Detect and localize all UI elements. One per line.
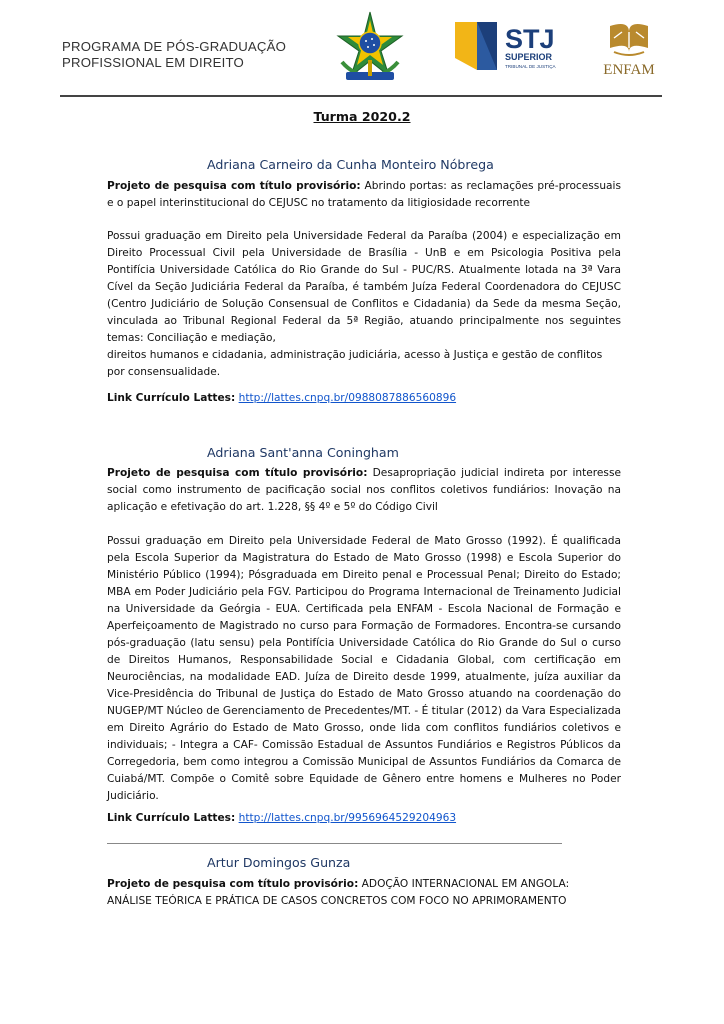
person-3-project-title: ADOÇÃO INTERNACIONAL EM ANGOLA: ANÁLISE TEÓRICA E PRÁTICA DE CASOS CONCRETOS COM FOCO NO APRIMORAMENTO (107, 878, 570, 907)
person-1-project-label: Projeto de pesquisa com título provisório: (107, 180, 361, 192)
person-1-lattes-label: Link Currículo Lattes: (107, 392, 236, 404)
enfam-logo-text: ENFAM (603, 62, 655, 78)
turma-title: Turma 2020.2 (313, 109, 411, 124)
person-2-name: Adriana Sant'anna Coningham (207, 445, 399, 460)
person-1-project-title: Abrindo portas: as reclamações pré-processuais e o papel interinstitucional do CEJUSC no tratamento da litigiosidade recorrente (107, 180, 621, 209)
person-2-project (107, 465, 621, 516)
section-divider (107, 843, 562, 844)
person-1-lattes (107, 390, 621, 407)
person-3-project-label: Projeto de pesquisa com título provisório: (107, 878, 359, 890)
enfam-logo (600, 18, 658, 78)
person-1-bio-cont: direitos humanos e cidadania, administração judiciária, acesso à Justiça e gestão de conflitos por consensualidade. (107, 349, 603, 378)
person-2-project-label: Projeto de pesquisa com título provisório: (107, 467, 368, 479)
person-2-project-title: Desapropriação judicial indireta por interesse social como instrumento de pacificação social nos conflitos coletivos fundiários: Inovação na aplicação e efetivação do art. 1.228, §§ 4º e 5º do Código Civil (107, 467, 621, 513)
header-divider (60, 95, 662, 97)
stj-logo-sub1: SUPERIOR (505, 52, 553, 62)
stj-logo-sub2: TRIBUNAL DE JUSTIÇA (505, 64, 556, 69)
program-title (62, 39, 286, 71)
person-1-project (107, 178, 621, 212)
brazil-coat-of-arms-icon (332, 10, 408, 86)
person-3-name: Artur Domingos Gunza (207, 855, 351, 870)
person-3-project (107, 876, 577, 910)
program-title-line1: PROGRAMA DE PÓS-GRADUAÇÃO (62, 39, 287, 54)
person-2-bio: Possui graduação em Direito pela Universidade Federal de Mato Grosso (1992). É qualificada pela Escola Superior da Magistratura do Estado de Mato Grosso (1998) e Escola Superior do Ministério Público (1994); Pósgraduada em Direito penal e Processual Penal; Direito do Estado; MBA em Poder Judiciário pela FGV. Participou do Programa Internacional de Treinamento Judicial na Universidade da Geórgia - EUA. Certificada pela ENFAM - Escola Nacional de Formação e Aperfeiçoamento de Magistrado no curso para Formação de Formadores. Encontra-se cursando pós-graduação (latu sensu) pela Pontifícia Universidade Católica do Rio Grande do Sul o curso de Direitos Humanos, Responsabilidade Social e Cidadania Global, com certificação em Neurociências, na modalidade EAD. Juíza de Direito desde 1999, atualmente, juíza auxiliar da Vice-Presidência do Tribunal de Justiça do Estado de Mato Grosso atuando na coordenação do NUGEP/MT Núcleo de Gerenciamento de Precedentes/MT. - É titular (2012) da Vara Especializada em Direito Agrário do Estado de Mato Grosso, onde lida com conflitos fundiários coletivos e individuais; - Integra a CAF- Comissão Estadual de Assuntos Fundiários e Registros Públicos da Corregedoria, bem como integrou a Comissão Municipal de Assuntos Fundiários da Comarca de Cuiabá/MT. Compõe o Comitê sobre Equidade de Gênero entre homens e Mulheres no Poder Judiciário. (107, 535, 621, 802)
person-1-lattes-link[interactable]: http://lattes.cnpq.br/0988087886560896 (238, 392, 457, 404)
stj-logo (455, 18, 570, 74)
person-2-lattes (107, 810, 621, 827)
program-title-line2: PROFISSIONAL EM DIREITO (62, 55, 244, 70)
page-header (0, 0, 724, 100)
person-2-lattes-link[interactable]: http://lattes.cnpq.br/9956964529204963 (238, 812, 457, 824)
stj-logo-text: STJ (505, 24, 555, 54)
person-2-lattes-label: Link Currículo Lattes: (107, 812, 236, 824)
person-1-bio: Possui graduação em Direito pela Universidade Federal da Paraíba (2004) e especialização em Direito Processual Civil pela Universidade de Brasília - UnB e em Psicologia Positiva pela Pontifícia Universidade Católica do Rio Grande do Sul - PUC/RS. Atualmente lotada na 3ª Vara Cível da Seção Judiciária Federal da Paraíba, é também Juíza Federal Coordenadora do CEJUSC (Centro Judiciário de Solução Consensual de Conflitos e Cidadania) da Sede da mesma Seção, vinculada ao Tribunal Regional Federal da 5ª Região, atuando principalmente nos seguintes temas: Conciliação e mediação, (107, 230, 621, 344)
person-1-name: Adriana Carneiro da Cunha Monteiro Nóbrega (207, 157, 494, 172)
